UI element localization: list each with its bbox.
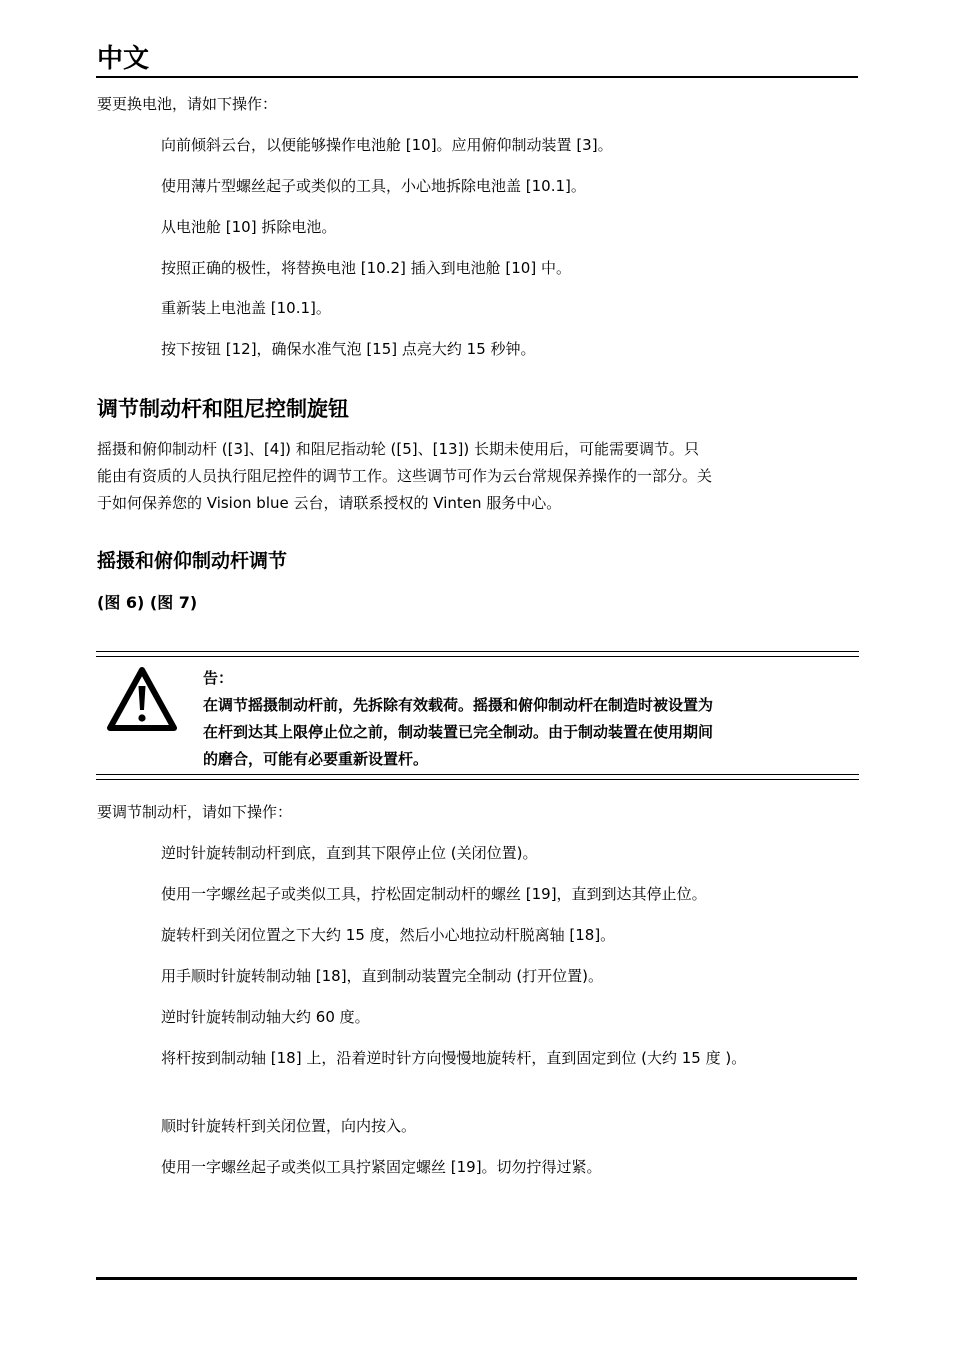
warning-top-rule xyxy=(96,651,859,652)
footer-divider xyxy=(96,1277,857,1280)
adjust-section-heading: 调节制动杆和阻尼控制旋钮 xyxy=(97,397,349,421)
brake-step: 顺时针旋转杆到关闭位置，向内按入。 xyxy=(161,1117,417,1135)
warning-label: 告： xyxy=(203,669,234,687)
battery-step: 按照正确的极性，将替换电池 [10.2] 插入到电池舱 [10] 中。 xyxy=(161,259,571,277)
battery-step: 使用薄片型螺丝起子或类似的工具，小心地拆除电池盖 [10.1]。 xyxy=(161,177,586,195)
brake-step: 使用一字螺丝起子或类似工具，拧松固定制动杆的螺丝 [19]，直到到达其停止位。 xyxy=(161,885,707,903)
battery-step: 按下按钮 [12]，确保水准气泡 [15] 点亮大约 15 秒钟。 xyxy=(161,340,536,358)
warning-bottom-rule xyxy=(96,774,859,775)
brake-step: 逆时针旋转制动杆到底，直到其下限停止位 (关闭位置)。 xyxy=(161,844,538,862)
brake-intro: 要调节制动杆，请如下操作： xyxy=(97,803,293,821)
battery-step: 向前倾斜云台，以便能够操作电池舱 [10]。应用俯仰制动装置 [3]。 xyxy=(161,136,613,154)
warning-bottom-rule xyxy=(96,779,859,780)
adjust-section-paragraph xyxy=(97,436,857,517)
brake-step: 旋转杆到关闭位置之下大约 15 度，然后小心地拉动杆脱离轴 [18]。 xyxy=(161,926,616,944)
paragraph-line: 于如何保养您的 Vision blue 云台，请联系授权的 Vinten 服务中心。 xyxy=(97,494,562,512)
page-title: 中文 xyxy=(97,44,150,74)
warning-text-block xyxy=(203,665,713,773)
brake-section-heading: 摇摄和俯仰制动杆调节 xyxy=(97,550,288,572)
paragraph-line: 摇摄和俯仰制动杆 ([3]、[4]) 和阻尼指动轮 ([5]、[13]) 长期未使用后，可能需要调节。只 xyxy=(97,440,700,458)
battery-intro: 要更换电池，请如下操作： xyxy=(97,95,278,113)
warning-line: 在杆到达其上限停止位之前，制动装置已完全制动。由于制动装置在使用期间 xyxy=(203,723,714,741)
paragraph-line: 能由有资质的人员执行阻尼控件的调节工作。这些调节可作为云台常规保养操作的一部分。关 xyxy=(97,467,713,485)
warning-line: 的磨合，可能有必要重新设置杆。 xyxy=(203,750,429,768)
title-divider xyxy=(96,76,858,78)
brake-step: 使用一字螺丝起子或类似工具拧紧固定螺丝 [19]。切勿拧得过紧。 xyxy=(161,1158,602,1176)
figure-reference: (图 6) (图 7) xyxy=(97,593,198,612)
warning-line: 在调节摇摄制动杆前，先拆除有效载荷。摇摄和俯仰制动杆在制造时被设置为 xyxy=(203,696,714,714)
warning-top-rule xyxy=(96,656,859,657)
brake-step: 逆时针旋转制动轴大约 60 度。 xyxy=(161,1008,370,1026)
battery-step: 重新装上电池盖 [10.1]。 xyxy=(161,299,331,317)
brake-step: 将杆按到制动轴 [18] 上，沿着逆时针方向慢慢地旋转杆，直到固定到位 (大约 15 度 )。 xyxy=(161,1049,747,1067)
brake-step: 用手顺时针旋转制动轴 [18]，直到制动装置完全制动 (打开位置)。 xyxy=(161,967,604,985)
warning-triangle-icon xyxy=(106,666,178,732)
battery-step: 从电池舱 [10] 拆除电池。 xyxy=(161,218,337,236)
